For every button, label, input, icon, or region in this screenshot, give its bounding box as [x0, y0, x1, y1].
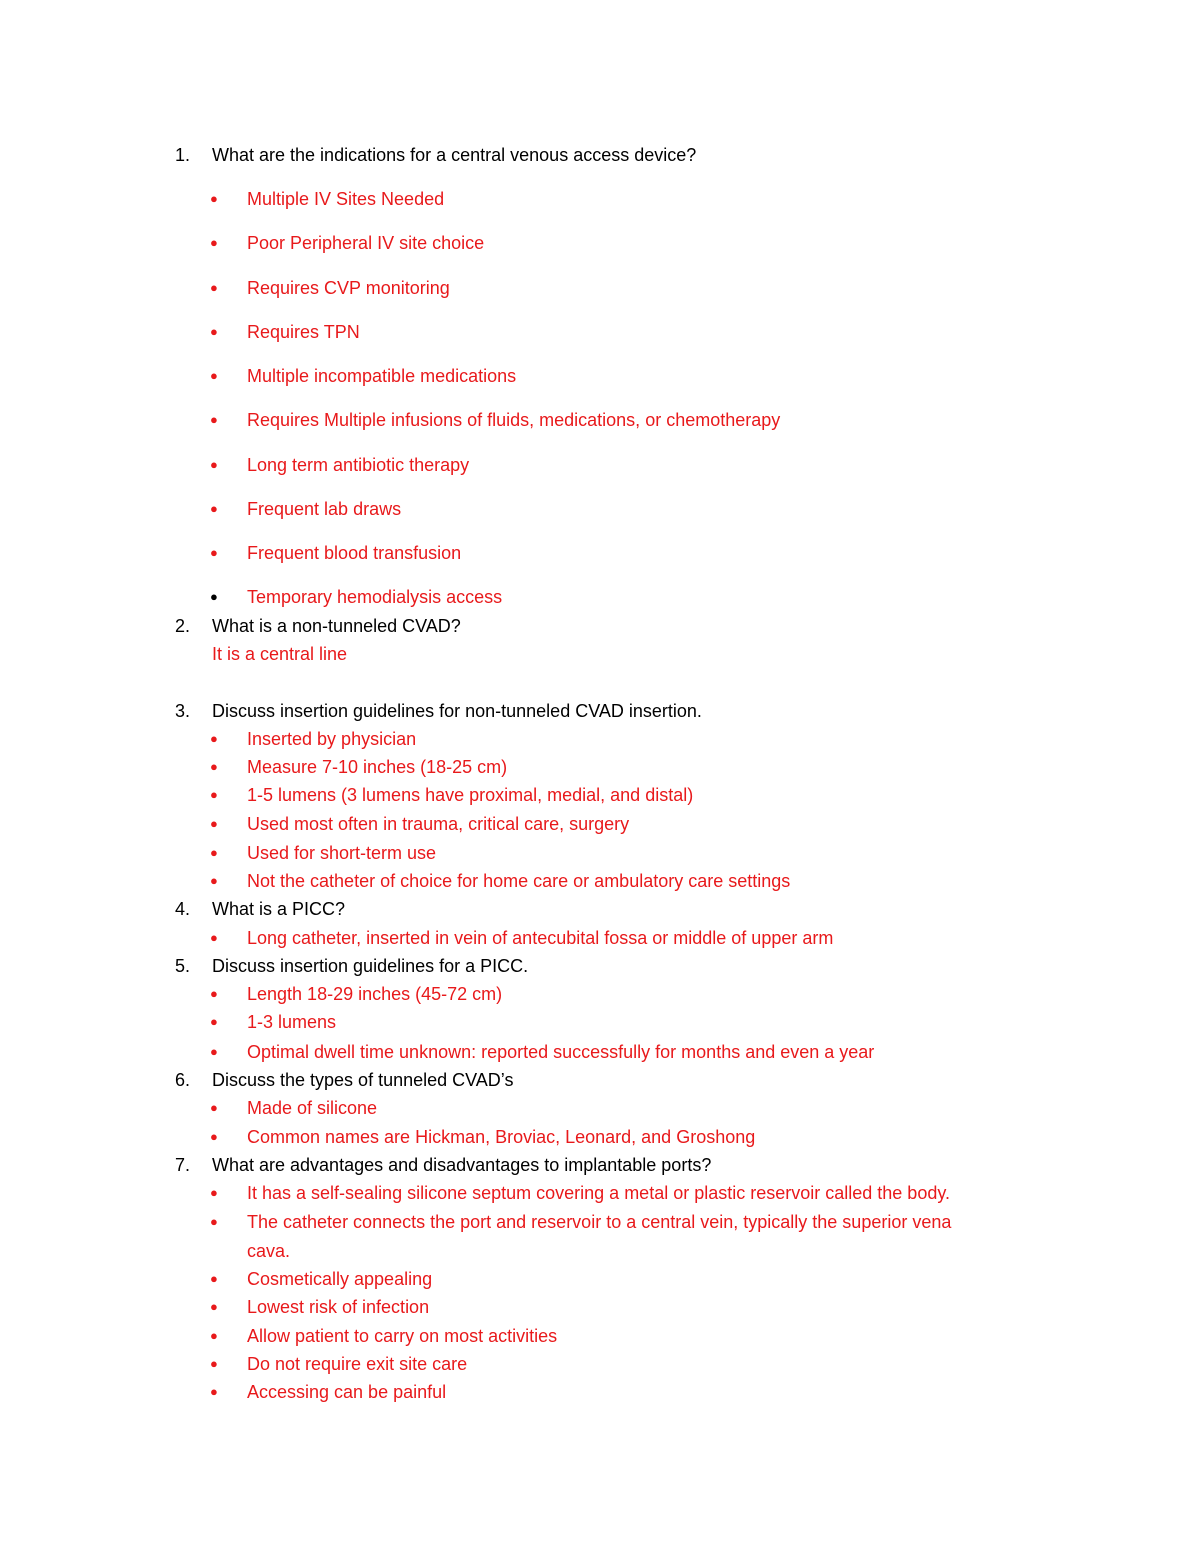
bullet-icon: ● — [210, 845, 218, 860]
bullet-icon: ● — [210, 1384, 218, 1399]
question-text: Discuss the types of tunneled CVAD’s — [212, 1070, 514, 1090]
answer-text: Used most often in trauma, critical care, surgery — [247, 814, 630, 834]
bullet-icon: ● — [210, 1044, 218, 1059]
answer-text: 1-5 lumens (3 lumens have proximal, medial, and distal) — [247, 785, 694, 805]
bullet-icon: ● — [210, 731, 218, 746]
bullet-icon: ● — [210, 324, 218, 339]
answer-text: Measure 7-10 inches (18-25 cm) — [247, 757, 508, 777]
answer-text: Used for short-term use — [247, 843, 437, 863]
answer-text: 1-3 lumens — [247, 1012, 337, 1032]
answer-text: The catheter connects the port and reservoir to a central vein, typically the superior vena — [247, 1212, 952, 1232]
bullet-icon: ● — [210, 1271, 218, 1286]
bullet-icon: ● — [210, 930, 218, 945]
answer-text: Poor Peripheral IV site choice — [247, 233, 485, 253]
answer-text: It has a self-sealing silicone septum covering a metal or plastic reservoir called the body. — [247, 1183, 951, 1203]
bullet-icon: ● — [210, 280, 218, 295]
answer-text: Not the catheter of choice for home care or ambulatory care settings — [247, 871, 791, 891]
answer-text: It is a central line — [212, 644, 348, 664]
answer-text: Frequent lab draws — [247, 499, 402, 519]
question-number: 2. — [175, 616, 191, 636]
bullet-icon: ● — [210, 501, 218, 516]
question-text: What is a non-tunneled CVAD? — [212, 616, 461, 636]
bullet-icon: ● — [210, 368, 218, 383]
bullet-icon: ● — [210, 1100, 218, 1115]
bullet-icon: ● — [210, 1129, 218, 1144]
answer-text: Lowest risk of infection — [247, 1297, 430, 1317]
answer-text: Inserted by physician — [247, 729, 417, 749]
answer-text: Cosmetically appealing — [247, 1269, 433, 1289]
answer-text: Length 18-29 inches (45-72 cm) — [247, 984, 503, 1004]
bullet-icon: ● — [210, 235, 218, 250]
question-number: 5. — [175, 956, 191, 976]
bullet-icon: ● — [210, 787, 218, 802]
bullet-icon: ● — [210, 1328, 218, 1343]
bullet-icon: ● — [210, 1299, 218, 1314]
bullet-icon: ● — [210, 986, 218, 1001]
answer-text: Long catheter, inserted in vein of antecubital fossa or middle of upper arm — [247, 928, 834, 948]
question-number: 4. — [175, 899, 191, 919]
bullet-icon: ● — [210, 873, 218, 888]
answer-text: Requires CVP monitoring — [247, 278, 450, 298]
answer-text: Allow patient to carry on most activities — [247, 1326, 558, 1346]
answer-text: Frequent blood transfusion — [247, 543, 462, 563]
answer-text: Temporary hemodialysis access — [247, 587, 503, 607]
answer-text: Requires Multiple infusions of fluids, medications, or chemotherapy — [247, 410, 781, 430]
answer-text: Made of silicone — [247, 1098, 378, 1118]
bullet-icon: ● — [210, 1014, 218, 1029]
bullet-icon: ● — [210, 1214, 218, 1229]
bullet-icon: ● — [210, 1356, 218, 1371]
answer-text: Multiple IV Sites Needed — [247, 189, 445, 209]
answer-text: Optimal dwell time unknown: reported successfully for months and even a year — [247, 1042, 875, 1062]
bullet-icon: ● — [210, 457, 218, 472]
question-number: 1. — [175, 145, 191, 165]
answer-text: Requires TPN — [247, 322, 360, 342]
question-number: 3. — [175, 701, 191, 721]
answer-text: Long term antibiotic therapy — [247, 455, 470, 475]
question-text: Discuss insertion guidelines for non-tunneled CVAD insertion. — [212, 701, 702, 721]
bullet-icon: ● — [210, 589, 218, 604]
bullet-icon: ● — [210, 412, 218, 427]
bullet-icon: ● — [210, 759, 218, 774]
question-text: What is a PICC? — [212, 899, 346, 919]
question-text: What are the indications for a central venous access device? — [212, 145, 697, 165]
question-number: 6. — [175, 1070, 191, 1090]
answer-text: Do not require exit site care — [247, 1354, 468, 1374]
question-text: What are advantages and disadvantages to implantable ports? — [212, 1155, 712, 1175]
question-text: Discuss insertion guidelines for a PICC. — [212, 956, 529, 976]
bullet-icon: ● — [210, 816, 218, 831]
answer-text: cava. — [247, 1241, 291, 1261]
answer-text: Common names are Hickman, Broviac, Leonard, and Groshong — [247, 1127, 756, 1147]
bullet-icon: ● — [210, 191, 218, 206]
answer-text: Accessing can be painful — [247, 1382, 447, 1402]
question-number: 7. — [175, 1155, 191, 1175]
bullet-icon: ● — [210, 545, 218, 560]
answer-text: Multiple incompatible medications — [247, 366, 517, 386]
bullet-icon: ● — [210, 1185, 218, 1200]
